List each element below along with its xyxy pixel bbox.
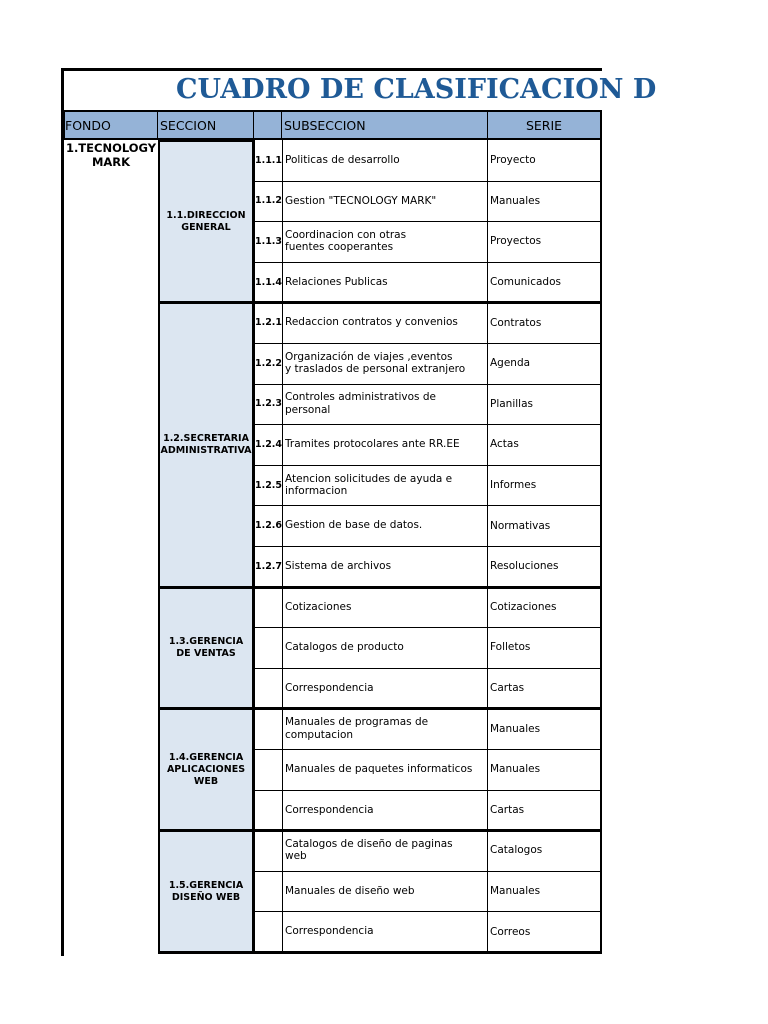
row-subseccion: Manuales de programas de computacion (282, 708, 487, 749)
row-subseccion: Gestion de base de datos. (282, 505, 487, 546)
row-serie: Contratos (487, 302, 602, 343)
row-serie: Manuales (487, 749, 602, 790)
row-subseccion: Cotizaciones (282, 587, 487, 628)
row-serie: Agenda (487, 343, 602, 384)
row-code: 1.1.4 (254, 262, 282, 303)
header-code (253, 110, 282, 140)
row-code: 1.2.6 (254, 505, 282, 546)
row-divider (254, 911, 602, 912)
row-code (254, 708, 282, 749)
row-serie: Resoluciones (487, 546, 602, 587)
row-serie: Catalogos (487, 830, 602, 871)
row-divider (254, 627, 602, 628)
row-code: 1.1.2 (254, 181, 282, 222)
row-code: 1.2.4 (254, 424, 282, 465)
row-subseccion: Catalogos de diseño de paginas web (282, 830, 487, 871)
row-divider (254, 424, 602, 425)
row-subseccion: Redaccion contratos y convenios (282, 302, 487, 343)
row-serie: Folletos (487, 627, 602, 668)
row-subseccion: Manuales de diseño web (282, 871, 487, 912)
row-subseccion: Catalogos de producto (282, 627, 487, 668)
row-subseccion: Correspondencia (282, 790, 487, 831)
row-subseccion: Controles administrativos de personal (282, 384, 487, 425)
row-subseccion: Relaciones Publicas (282, 262, 487, 303)
row-code: 1.1.3 (254, 221, 282, 262)
row-divider (254, 384, 602, 385)
row-subseccion: Organización de viajes ,eventos y traslados de personal extranjero (282, 343, 487, 384)
row-serie: Proyecto (487, 140, 602, 181)
row-code (254, 668, 282, 709)
row-subseccion: Tramites protocolares ante RR.EE (282, 424, 487, 465)
row-code: 1.2.2 (254, 343, 282, 384)
row-subseccion: Correspondencia (282, 911, 487, 952)
row-divider (254, 181, 602, 182)
row-code (254, 627, 282, 668)
row-serie: Manuales (487, 181, 602, 222)
header-subseccion: SUBSECCION (281, 110, 488, 140)
row-divider (254, 871, 602, 872)
row-divider (254, 343, 602, 344)
row-subseccion: Manuales de paquetes informaticos (282, 749, 487, 790)
row-serie: Cotizaciones (487, 587, 602, 628)
row-subseccion: Coordinacion con otras fuentes cooperantes (282, 221, 487, 262)
section-cell: 1.5.GERENCIA DISEÑO WEB (158, 830, 254, 953)
row-divider (254, 465, 602, 466)
row-subseccion: Politicas de desarrollo (282, 140, 487, 181)
row-code: 1.2.7 (254, 546, 282, 587)
header-seccion: SECCION (157, 110, 254, 140)
row-serie: Planillas (487, 384, 602, 425)
header-serie: SERIE (487, 110, 602, 140)
row-serie: Comunicados (487, 262, 602, 303)
row-code: 1.1.1 (254, 140, 282, 181)
row-divider (254, 221, 602, 222)
row-serie: Informes (487, 465, 602, 506)
section-cell: 1.2.SECRETARIA ADMINISTRATIVA (158, 302, 254, 587)
row-serie: Manuales (487, 871, 602, 912)
row-code (254, 830, 282, 871)
row-divider (254, 546, 602, 547)
table-left-border (61, 68, 64, 956)
row-code (254, 790, 282, 831)
row-serie: Actas (487, 424, 602, 465)
row-subseccion: Atencion solicitudes de ayuda e informacion (282, 465, 487, 506)
row-serie: Correos (487, 911, 602, 952)
row-divider (254, 749, 602, 750)
row-serie: Proyectos (487, 221, 602, 262)
row-serie: Cartas (487, 668, 602, 709)
row-subseccion: Correspondencia (282, 668, 487, 709)
section-cell: 1.3.GERENCIA DE VENTAS (158, 587, 254, 710)
row-serie: Cartas (487, 790, 602, 831)
row-code: 1.2.3 (254, 384, 282, 425)
page-title: CUADRO DE CLASIFICACION D (176, 74, 657, 105)
row-subseccion: Gestion "TECNOLOGY MARK" (282, 181, 487, 222)
row-subseccion: Sistema de archivos (282, 546, 487, 587)
row-serie: Normativas (487, 505, 602, 546)
fondo-cell: 1.TECNOLOGY MARK (65, 141, 157, 169)
row-serie: Manuales (487, 708, 602, 749)
header-fondo: FONDO (64, 110, 158, 140)
row-divider (254, 668, 602, 669)
row-divider (254, 262, 602, 263)
row-code (254, 587, 282, 628)
section-cell: 1.1.DIRECCION GENERAL (158, 140, 254, 303)
row-code: 1.2.1 (254, 302, 282, 343)
row-code (254, 871, 282, 912)
section-cell: 1.4.GERENCIA APLICACIONES WEB (158, 708, 254, 831)
row-code (254, 749, 282, 790)
row-divider (254, 790, 602, 791)
row-divider (254, 505, 602, 506)
section-divider (158, 951, 602, 954)
row-code (254, 911, 282, 952)
row-code: 1.2.5 (254, 465, 282, 506)
